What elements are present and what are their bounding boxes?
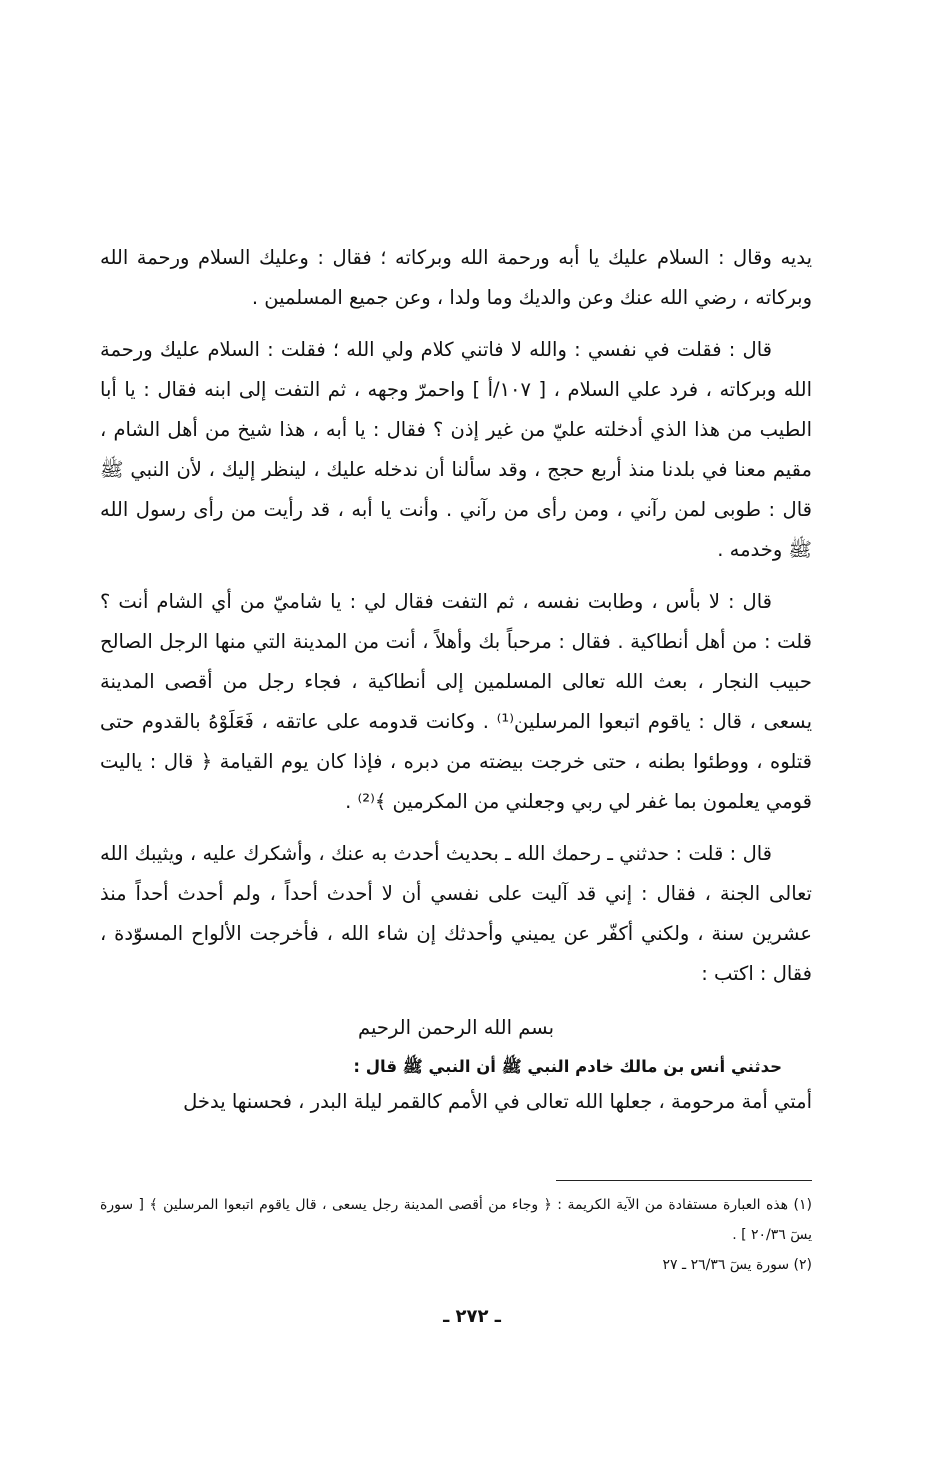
hadith-text: أمتي أمة مرحومة ، جعلها الله تعالى في الأمم كالقمر ليلة البدر ، فحسنها يدخل — [183, 1090, 812, 1113]
footnotes — [100, 1190, 812, 1280]
basmala: بسم الله الرحمن الرحيم — [358, 1016, 554, 1039]
paragraph: قال : قلت : حدثني ـ رحمك الله ـ بحديث أحدث به عنك ، وأشكرك عليه ، ويثيبك الله تعالى الجنة ، فقال : إني قد آليت على نفسي أن لا أحدث أحداً ، ولم أحدث أحداً منذ عشرين سنة ، ولكني أكفّر عن يميني وأحدثك إن شاء الله ، فأخرجت الألواح المسوّدة ، فقال : اكتب : — [100, 842, 812, 985]
footnote-divider — [556, 1180, 812, 1181]
paragraph: قال : فقلت في نفسي : والله لا فاتني كلام ولي الله ؛ فقلت : السلام عليك ورحمة الله وبركاته ، فرد علي السلام ، [ ١٠٧/أ ] واحمرّ وجهه ، ثم التفت إلى ابنه فقال : يا أبا الطيب من هذا الذي أدخلته عليّ من غير إذن ؟ فقال : يا أبه ، هذا شيخ من أهل الشام ، مقيم معنا في بلدنا منذ أربع حجج ، وقد سألنا أن ندخله عليك ، لينظر إليك ، لأن النبي ﷺ قال : طوبى لمن رآني ، ومن رأى من رآني . وأنت يا أبه ، قد رأيت من رأى رسول الله ﷺ وخدمه . — [100, 338, 812, 561]
paragraph: يديه وقال : السلام عليك يا أبه ورحمة الله وبركاته ؛ فقال : وعليك السلام ورحمة الله وبركاته ، رضي الله عنك وعن والديك وما ولدا ، وعن جميع المسلمين . — [100, 246, 812, 309]
hadith-chain: حدثني أنس بن مالك خادم النبي ﷺ أن النبي ﷺ قال : — [353, 1057, 782, 1076]
page-number: ـ ٢٧٢ ـ — [443, 1306, 501, 1327]
footnote: (١) هذه العبارة مستفادة من الآية الكريمة : ﴿ وجاء من أقصى المدينة رجل يسعى ، قال ياقوم اتبعوا المرسلين ﴾ [ سورة يسٓ ٢٠/٣٦ ] . — [100, 1197, 812, 1243]
paragraph: قال : لا بأس ، وطابت نفسه ، ثم التفت فقال لي : يا شاميّ من أي الشام أنت ؟ قلت : من أهل أنطاكية . فقال : مرحباً بك وأهلاً ، أنت من المدينة التي منها الرجل الصالح حبيب النجار ، بعث الله تعالى المسلمين إلى أنطاكية ، فجاء رجل من أقصى المدينة يسعى ، قال : ياقوم اتبعوا المرسلين⁽¹⁾ . وكانت قدومه على عاتقه ، فَعَلَوْهُ بالقدوم حتى قتلوه ، ووطئوا بطنه ، حتى خرجت بيضته من دبره ، فإذا كان يوم القيامة ﴿ قال : ياليت قومي يعلمون بما غفر لي ربي وجعلني من المكرمين ﴾⁽²⁾ . — [100, 590, 812, 813]
footnote: (٢) سورة يسٓ ٢٦/٣٦ ـ ٢٧ — [662, 1257, 812, 1273]
main-text — [100, 238, 812, 1122]
